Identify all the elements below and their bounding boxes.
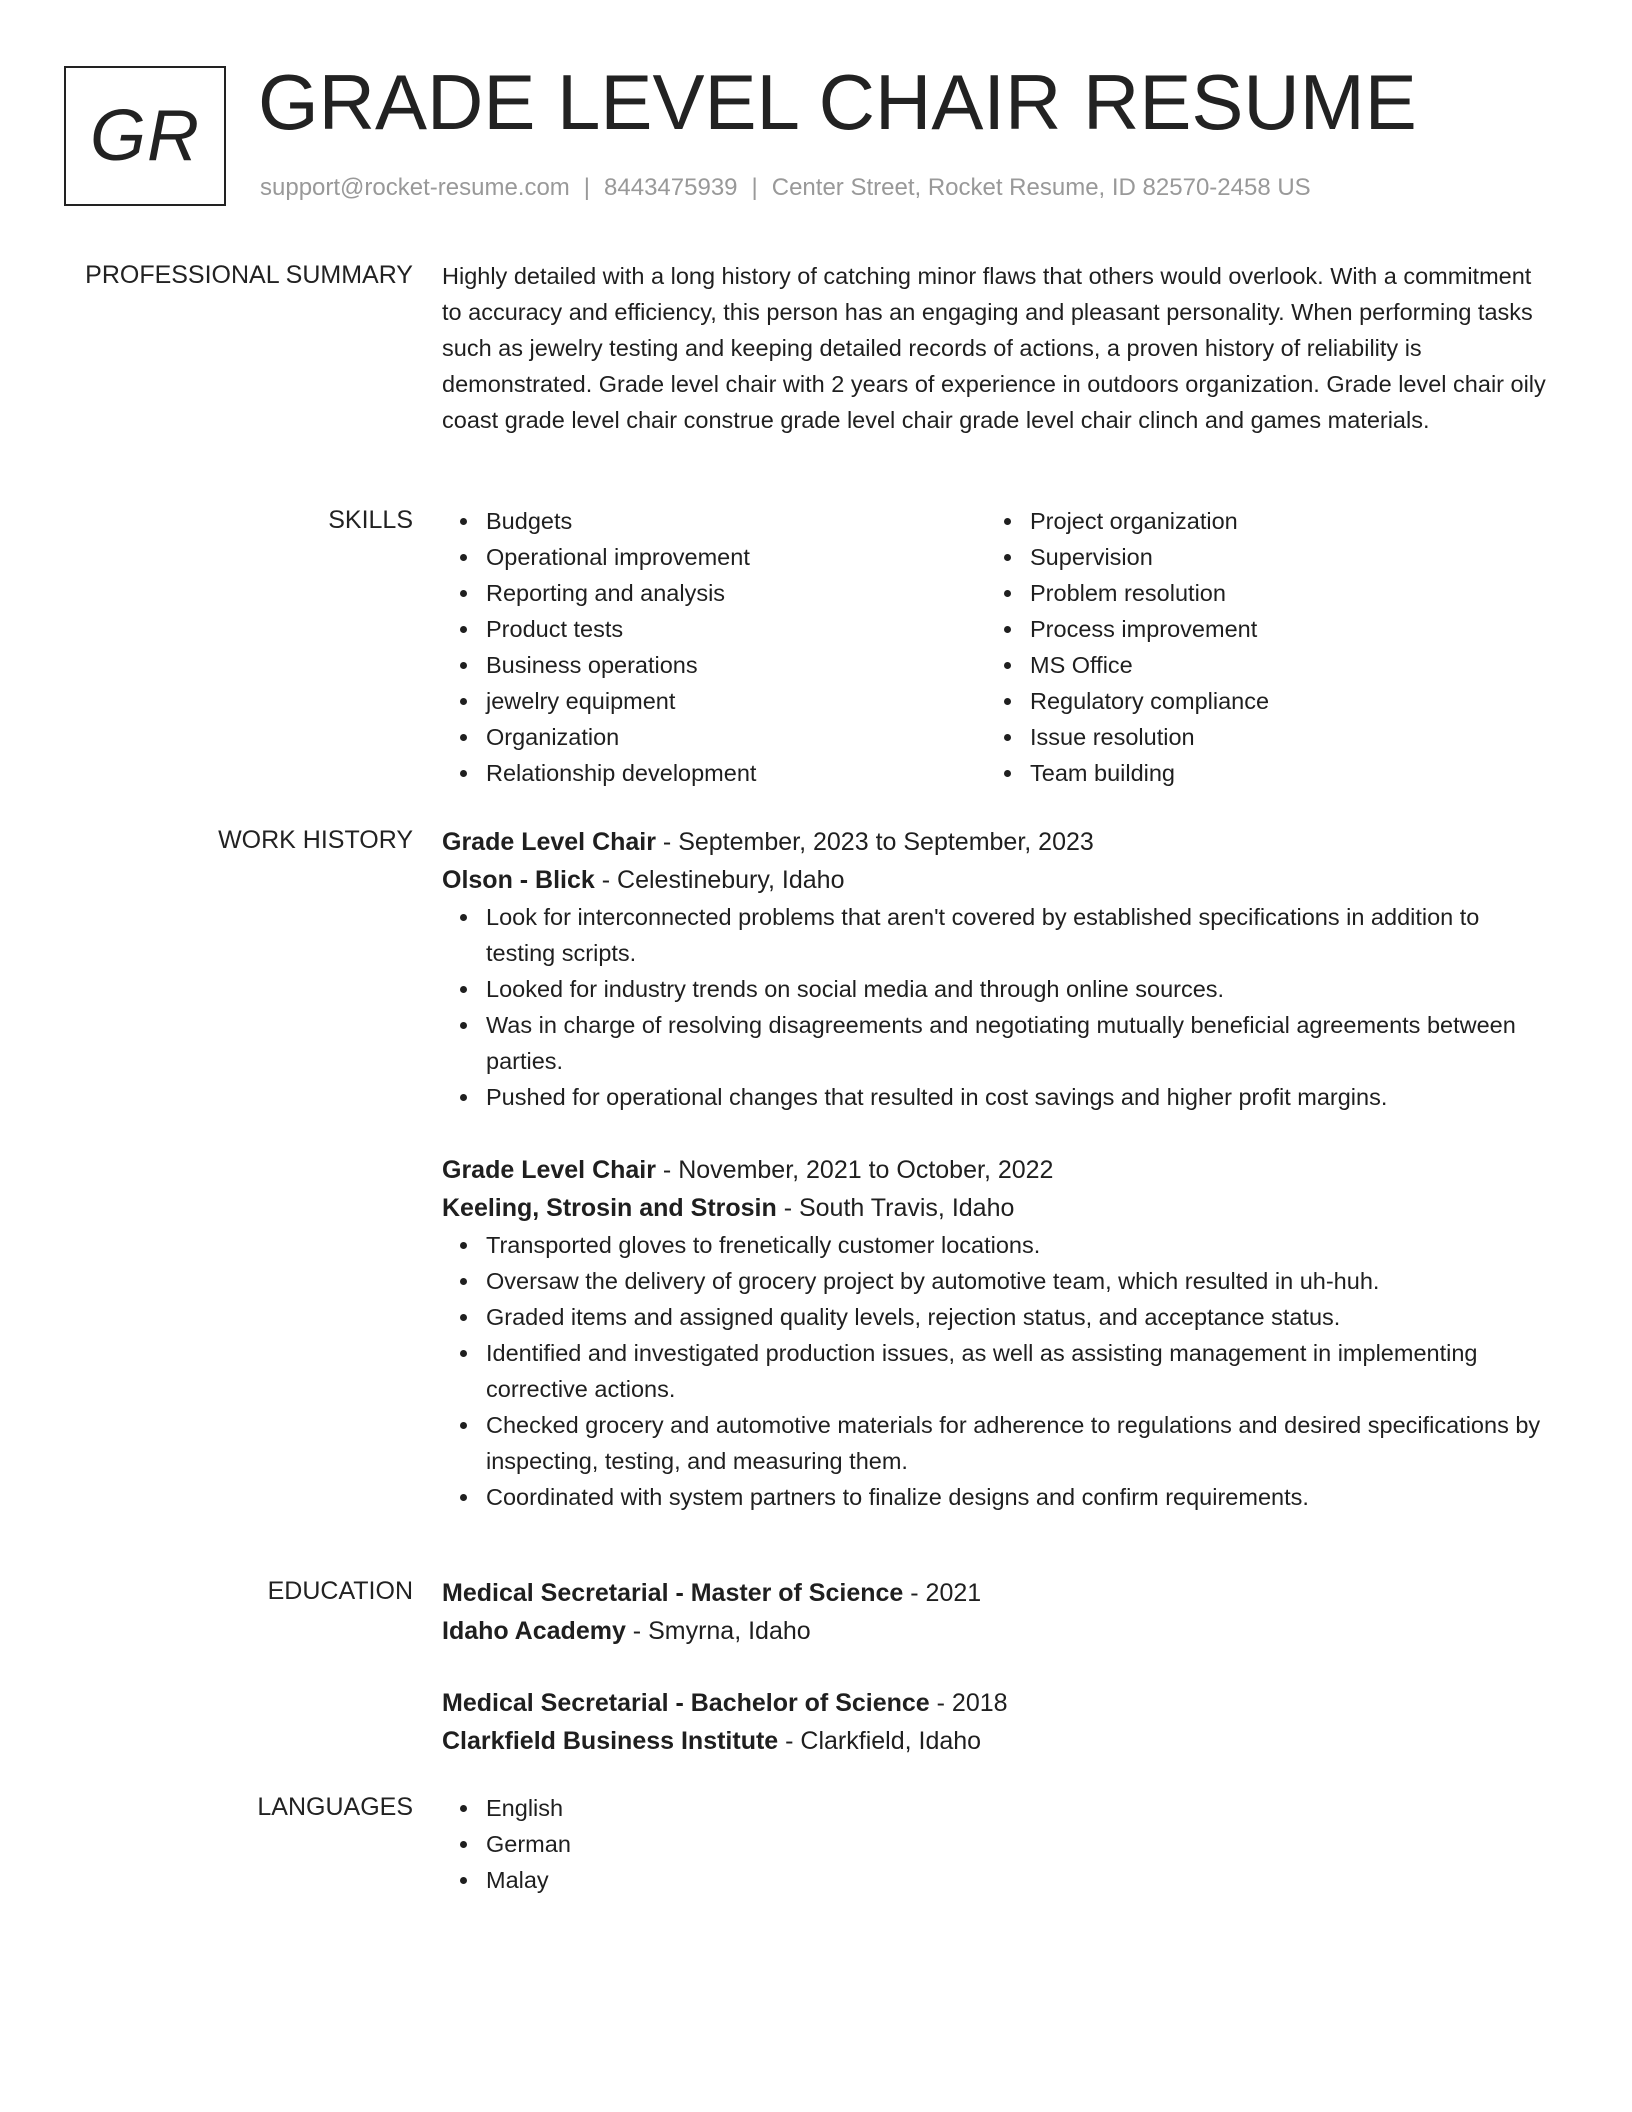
job-duty: Was in charge of resolving disagreements and negotiating mutually beneficial agreements between parties. xyxy=(442,1007,1552,1079)
education-school: Idaho Academy xyxy=(442,1617,626,1645)
education-location: - Smyrna, Idaho xyxy=(625,1617,811,1645)
job-duty: Coordinated with system partners to finalize designs and confirm requirements. xyxy=(442,1479,1552,1515)
job-location: - Celestinebury, Idaho xyxy=(594,866,845,894)
skill-item: Issue resolution xyxy=(986,719,1530,755)
languages-body xyxy=(442,1790,1552,1898)
job-duty: Transported gloves to frenetically customer locations. xyxy=(442,1227,1552,1263)
skill-item: Relationship development xyxy=(442,755,986,791)
skill-item: Reporting and analysis xyxy=(442,575,986,611)
skill-item: MS Office xyxy=(986,647,1530,683)
monogram-initials: GR xyxy=(90,96,200,176)
skill-item: Operational improvement xyxy=(442,539,986,575)
job-title: Grade Level Chair xyxy=(442,1156,656,1184)
education-degree-line xyxy=(442,1574,1552,1612)
job-duty: Oversaw the delivery of grocery project by automotive team, which resulted in uh-huh. xyxy=(442,1263,1552,1299)
job-entry xyxy=(442,1151,1552,1515)
job-dates: - September, 2023 to September, 2023 xyxy=(655,828,1094,856)
education-degree-line xyxy=(442,1684,1552,1722)
skill-item: jewelry equipment xyxy=(442,683,986,719)
education-year: - 2021 xyxy=(903,1579,982,1607)
section-label: SKILLS xyxy=(328,506,413,534)
skill-item: Regulatory compliance xyxy=(986,683,1530,719)
education-degree: Medical Secretarial - Master of Science xyxy=(442,1579,904,1607)
job-duty: Look for interconnected problems that aren't covered by established specifications in addition to testing scripts. xyxy=(442,899,1552,971)
job-title-line xyxy=(442,1151,1552,1189)
contact-separator: | xyxy=(751,174,758,201)
job-duty: Identified and investigated production issues, as well as assisting management in implementing corrective actions. xyxy=(442,1335,1552,1407)
section-label: EDUCATION xyxy=(267,1577,413,1605)
job-company: Keeling, Strosin and Strosin xyxy=(442,1194,777,1222)
job-duty: Looked for industry trends on social media and through online sources. xyxy=(442,971,1552,1007)
skill-item: Budgets xyxy=(442,503,986,539)
job-title: Grade Level Chair xyxy=(442,828,656,856)
work-history-body xyxy=(442,823,1552,1515)
summary-text: Highly detailed with a long history of catching minor flaws that others would overlook. With a commitment to accuracy and efficiency, this person has an engaging and pleasant personality. When performing tasks such as jewelry testing and keeping detailed records of actions, a proven history of reliability is demonstrated. Grade level chair with 2 years of experience in outdoors organization. Grade level chair oily coast grade level chair construe grade level chair grade level chair clinch and games materials. xyxy=(442,263,1546,433)
education-entry xyxy=(442,1684,1552,1760)
section-label: WORK HISTORY xyxy=(218,826,413,854)
education-school: Clarkfield Business Institute xyxy=(442,1727,779,1755)
contact-separator: | xyxy=(583,174,591,201)
contact-address: Center Street, Rocket Resume, ID 82570-2458 US xyxy=(771,174,1311,201)
education-degree: Medical Secretarial - Bachelor of Science xyxy=(442,1689,930,1717)
education-school-line xyxy=(442,1722,1552,1760)
education-body xyxy=(442,1574,1552,1760)
language-item: Malay xyxy=(442,1862,1552,1898)
resume-title: GRADE LEVEL CHAIR RESUME xyxy=(258,58,1417,146)
job-company: Olson - Blick xyxy=(442,866,595,894)
skills-list-right xyxy=(986,503,1530,791)
contact-email: support@rocket-resume.com xyxy=(260,174,570,201)
job-duty: Checked grocery and automotive materials for adherence to regulations and desired specifications by inspecting, testing, and measuring them. xyxy=(442,1407,1552,1479)
skill-item: Supervision xyxy=(986,539,1530,575)
job-title-line xyxy=(442,823,1552,861)
skill-item: Process improvement xyxy=(986,611,1530,647)
skill-item: Project organization xyxy=(986,503,1530,539)
monogram-badge xyxy=(64,66,226,206)
job-company-line xyxy=(442,1189,1552,1227)
job-location: - South Travis, Idaho xyxy=(776,1194,1015,1222)
education-entry xyxy=(442,1574,1552,1650)
languages-list xyxy=(442,1790,1552,1898)
education-location: - Clarkfield, Idaho xyxy=(778,1727,982,1755)
skill-item: Product tests xyxy=(442,611,986,647)
job-company-line xyxy=(442,861,1552,899)
job-entry xyxy=(442,823,1552,1115)
job-duty: Graded items and assigned quality levels, rejection status, and acceptance status. xyxy=(442,1299,1552,1335)
section-label: LANGUAGES xyxy=(257,1793,413,1821)
skill-item: Organization xyxy=(442,719,986,755)
education-school-line xyxy=(442,1612,1552,1650)
job-duties xyxy=(442,1227,1552,1515)
language-item: German xyxy=(442,1826,1552,1862)
education-year: - 2018 xyxy=(929,1689,1008,1717)
skill-item: Problem resolution xyxy=(986,575,1530,611)
skill-item: Business operations xyxy=(442,647,986,683)
skills-list-left xyxy=(442,503,986,791)
job-duties xyxy=(442,899,1552,1115)
section-label: PROFESSIONAL SUMMARY xyxy=(85,261,413,289)
summary-body xyxy=(442,258,1552,438)
job-dates: - November, 2021 to October, 2022 xyxy=(655,1156,1054,1184)
contact-phone: 8443475939 xyxy=(604,174,738,201)
skills-columns xyxy=(442,503,1552,791)
skill-item: Team building xyxy=(986,755,1530,791)
language-item: English xyxy=(442,1790,1552,1826)
job-duty: Pushed for operational changes that resulted in cost savings and higher profit margins. xyxy=(442,1079,1552,1115)
skills-body xyxy=(442,503,1552,791)
contact-line xyxy=(260,174,1311,202)
